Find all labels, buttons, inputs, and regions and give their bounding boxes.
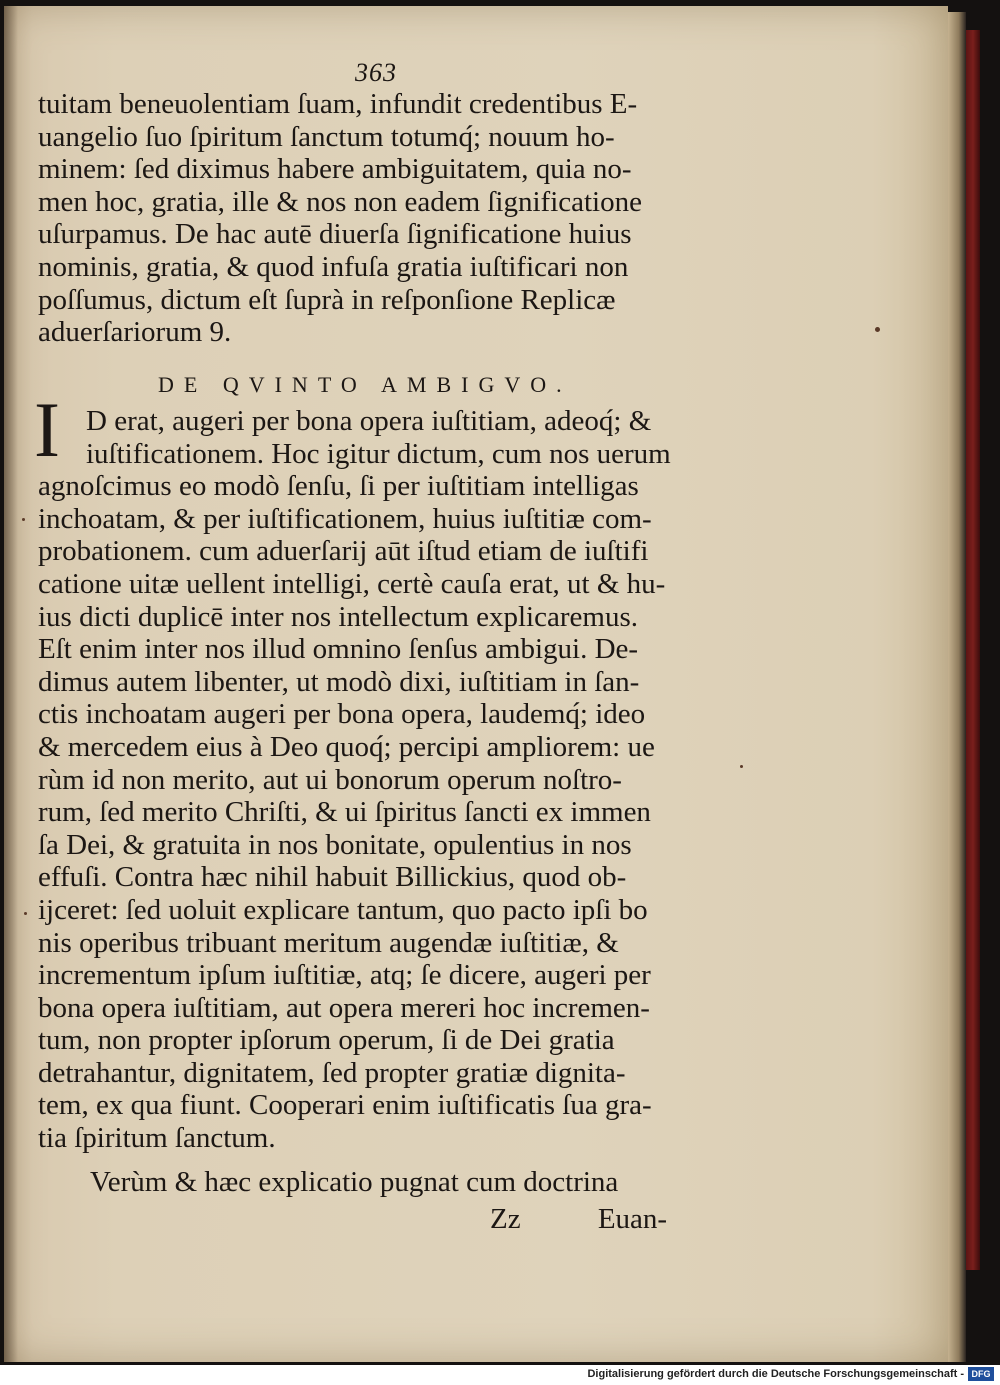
text-line: probationem. cum aduerſarij aūt iſtud etiam de iuſtifi [38,535,649,568]
text-line: uangelio ſuo ſpiritum ſanctum totumq́; nouum ho- [38,120,615,153]
text-line: ius dicti duplicē inter nos intellectum explicaremus. [38,600,638,633]
section-heading: DE QVINTO AMBIGVO. [158,372,572,397]
text-line: minem: ſed diximus habere ambiguitatem, quia no- [38,153,632,186]
paper-speck [875,327,880,332]
text-line: bona opera iuſtitiam, aut opera mereri hoc incremen- [38,991,650,1024]
text-line: men hoc, gratia, ille & nos non eadem ſignificatione [38,185,642,218]
text-line: effuſi. Contra hæc nihil habuit Billickius, quod ob- [38,861,627,894]
text-line: D erat, augeri per bona opera iuſtitiam, adeoq́; & [86,405,652,437]
text-line: tum, non propter ipſorum operum, ſi de Dei gratia [38,1024,615,1057]
text-line: nominis, gratia, & quod infuſa gratia iuſtificari non [38,250,629,283]
text-line: detrahantur, dignitatem, ſed propter gratiæ dignita- [38,1056,626,1089]
text-line: poſſumus, dictum eſt ſuprà in reſponſione Replicæ [38,283,616,316]
text-line: ijceret: ſed uoluit explicare tantum, quo pacto ipſi bo [38,893,648,926]
paper-speck [24,912,27,915]
footer-credit: Digitalisierung gefördert durch die Deutsche Forschungsgemeinschaft - [587,1368,964,1380]
paper-speck [22,518,25,521]
catchwords-line [490,1203,667,1236]
text-line: ctis inchoatam augeri per bona opera, laudemq́; ideo [38,698,646,731]
text-line: rùm id non merito, aut ui bonorum operum noſtro- [38,763,622,796]
drop-initial: I [34,386,60,473]
text-line: incrementum ipſum iuſtitiæ, atq; ſe dicere, augeri per [38,959,651,992]
catchword: Euan- [597,1203,668,1235]
signature-mark: Zz [490,1203,521,1235]
text-line: iuſtificationem. Hoc igitur dictum, cum nos uerum [86,437,671,470]
text-line: Verùm & hæc explicatio pugnat cum doctrina [90,1166,619,1198]
text-line: tia ſpiritum ſanctum. [38,1122,276,1155]
paragraph-3 [38,1166,718,1199]
dfg-logo: DFG [968,1367,994,1381]
paper-speck [740,765,743,768]
text-line: ſa Dei, & gratuita in nos bonitate, opulentius in nos [38,828,632,861]
gutter-shadow [4,6,18,1362]
text-line: agnoſcimus eo modò ſenſu, ſi per iuſtitiam intelligas [38,470,639,503]
text-line: tem, ex qua fiunt. Cooperari enim iuſtificatis ſua gra- [38,1089,652,1122]
text-line: dimus autem libenter, ut modò dixi, iuſtitiam in ſan- [38,665,640,698]
folio-number: 363 [355,58,397,87]
paragraph-2 [38,405,718,1155]
text-line: & mercedem eius à Deo quoq́; percipi ampliorem: ue [38,730,655,763]
text-line: nis operibus tribuant meritum augendæ iuſtitiæ, & [38,926,619,959]
paragraph-1 [38,88,718,349]
text-line: rum, ſed merito Chriſti, & ui ſpiritus ſancti ex immen [38,796,651,829]
text-line: Eſt enim inter nos illud omnino ſenſus ambigui. De- [38,633,639,666]
page-edge [948,12,966,1362]
text-line: aduerſariorum 9. [38,316,232,349]
text-line: catione uitæ uellent intelligi, certè cauſa erat, ut & hu- [38,567,666,600]
text-line: tuitam beneuolentiam ſuam, infundit credentibus E- [38,88,638,120]
text-line: inchoatam, & per iuſtificationem, huius iuſtitiæ com- [38,502,652,535]
binding-strip [966,30,980,1270]
text-line: uſurpamus. De hac autē diuerſa ſignificatione huius [38,218,632,251]
